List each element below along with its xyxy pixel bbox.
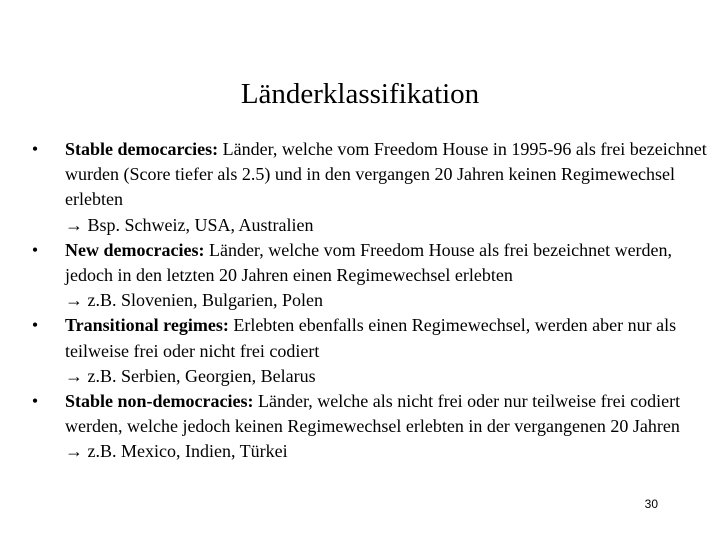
bullet-item-stable-non-democracies bbox=[28, 389, 708, 465]
bullet-example: → z.B. Slovenien, Bulgarien, Polen bbox=[65, 290, 323, 311]
bullet-example: → z.B. Serbien, Georgien, Belarus bbox=[65, 365, 316, 386]
bullet-term: New democracies: bbox=[65, 239, 205, 260]
bullet-list bbox=[28, 137, 708, 465]
bullet-term: Stable democarcies: bbox=[65, 139, 219, 159]
bullet-example: → Bsp. Schweiz, USA, Australien bbox=[65, 214, 314, 235]
bullet-item-transitional-regimes bbox=[28, 313, 708, 389]
bullet-text: Länder, welche als nicht frei oder nur teilweise frei codiert werden, welche jedoch keinen Regimewechsel erlebten in der vergangenen 20 Jahren bbox=[65, 391, 681, 437]
page-number: 30 bbox=[644, 497, 658, 511]
bullet-dot-icon: • bbox=[31, 139, 39, 159]
bullet-dot-icon: • bbox=[31, 391, 39, 412]
bullet-text: Länder, welche vom Freedom House in 1995-96 als frei bezeichnet wurden (Score tiefer als 2.5) und in den vergangen 20 Jahren keinen Regimewechsel erlebten bbox=[65, 139, 707, 210]
bullet-example: → z.B. Mexico, Indien, Türkei bbox=[65, 441, 288, 462]
bullet-term: Transitional regimes: bbox=[65, 315, 229, 336]
bullet-item-stable-democracies bbox=[28, 137, 708, 238]
bullet-term: Stable non-democracies: bbox=[65, 391, 254, 412]
bullet-dot-icon: • bbox=[31, 239, 39, 260]
bullet-item-new-democracies bbox=[28, 238, 708, 314]
slide-title: Länderklassifikation bbox=[240, 78, 480, 110]
bullet-text: Erlebten ebenfalls einen Regimewechsel, werden aber nur als teilweise frei oder nicht frei codiert bbox=[65, 315, 677, 361]
bullet-text: Länder, welche vom Freedom House als frei bezeichnet werden, jedoch in den letzten 20 Jahren einen Regimewechsel erlebten bbox=[65, 239, 673, 286]
bullet-dot-icon: • bbox=[31, 315, 39, 336]
